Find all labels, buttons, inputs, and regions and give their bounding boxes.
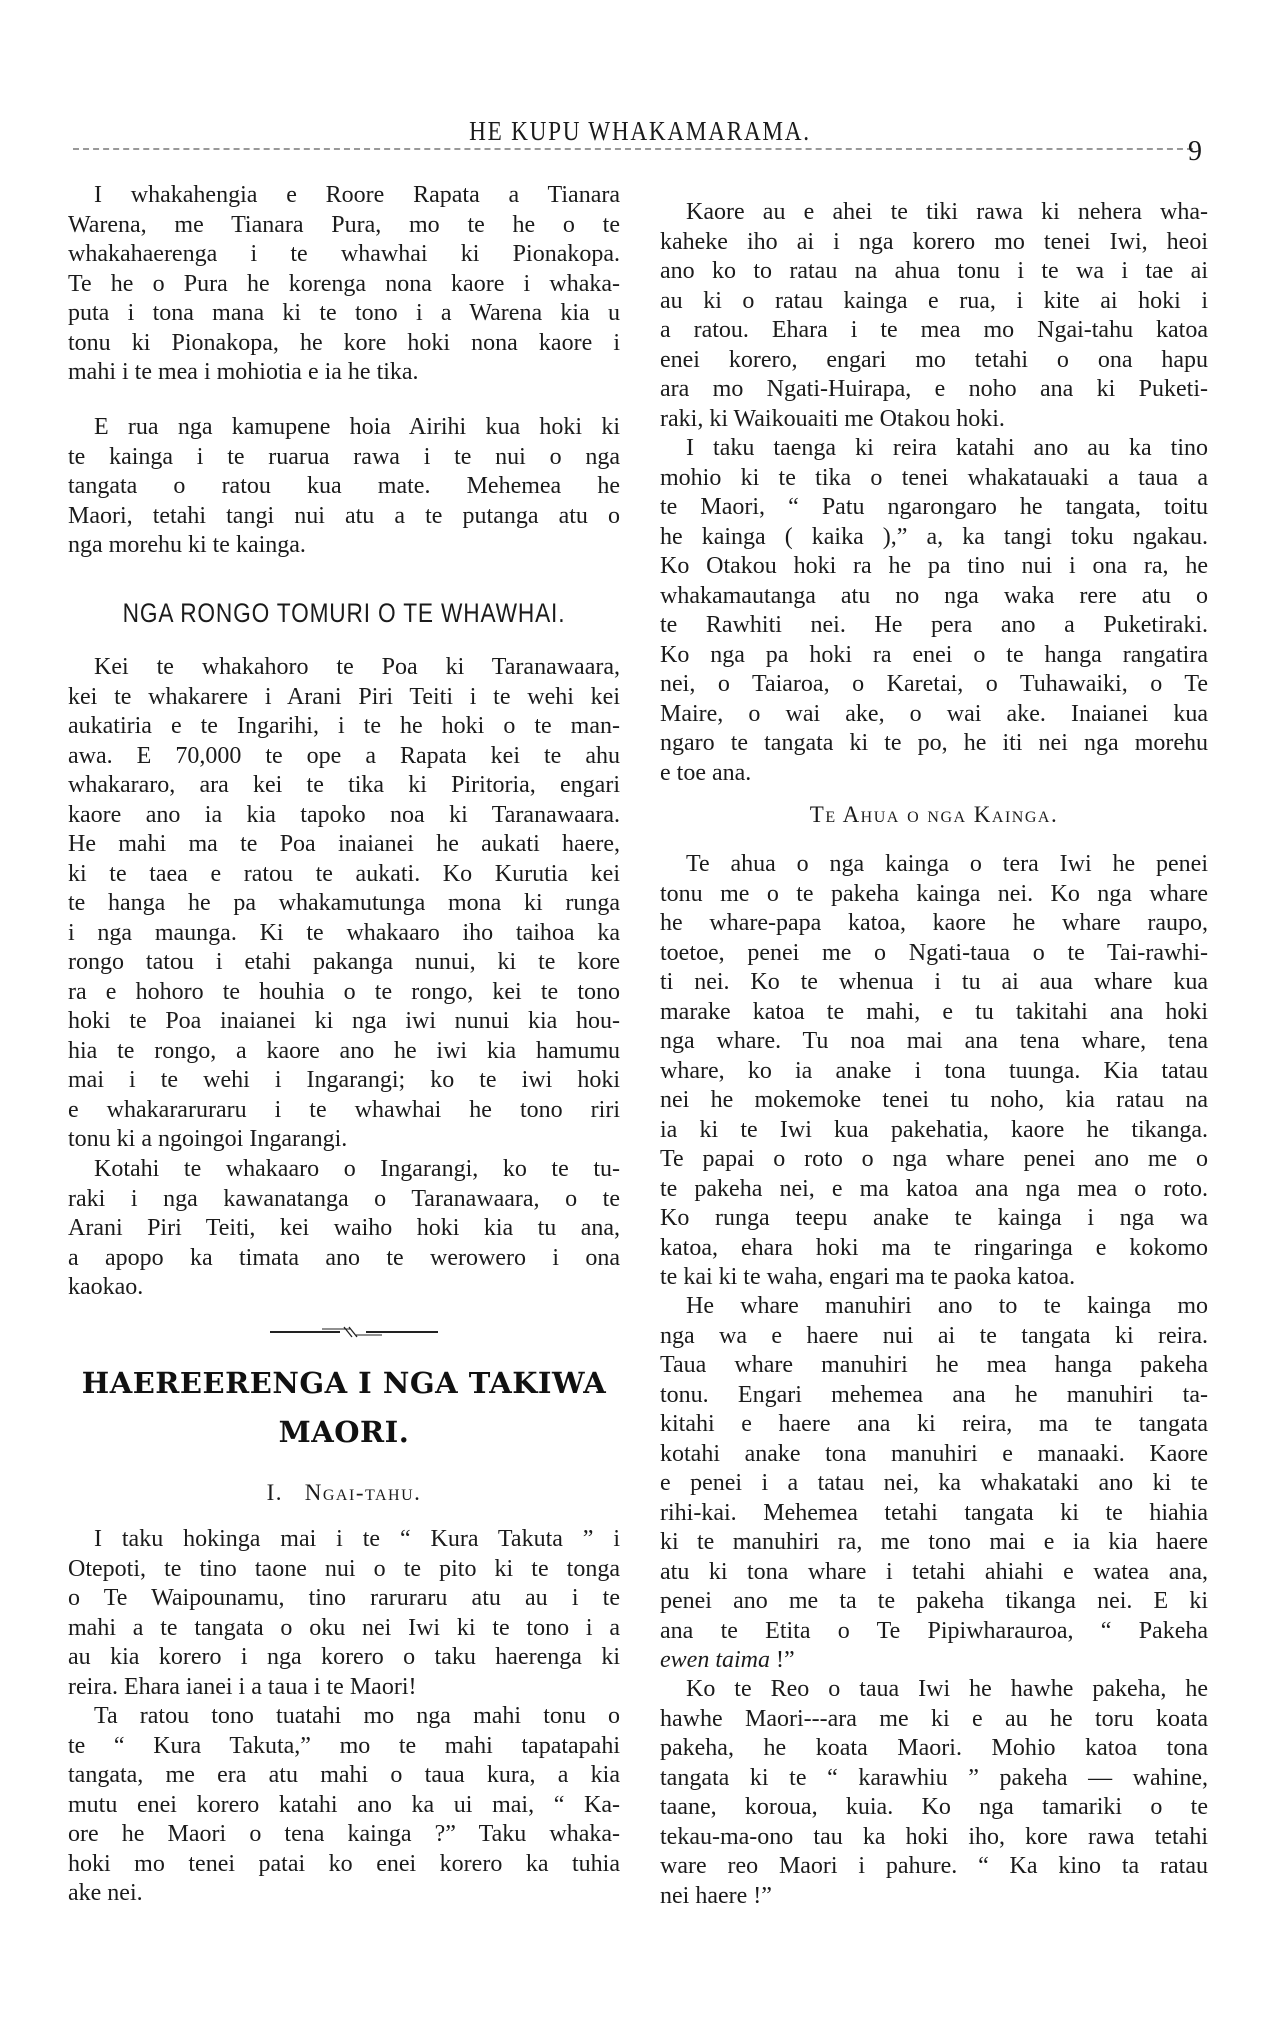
text-line: whakararo, ara kei te tika ki Piritoria, engari — [68, 772, 620, 798]
text-line: whakahaerenga i te whawhai ki Pionakopa. — [68, 241, 620, 267]
italic-phrase: ewen taima — [660, 1647, 770, 1673]
text-line: nei, o Taiaroa, o Karetai, o Tuhawaiki, o Te — [660, 671, 1208, 697]
text-line: atu ki tona whare i tetahi ahiahi e watea ana, — [660, 1558, 1208, 1585]
page-number: 9 — [1188, 136, 1202, 167]
text-line: mutu enei korero katahi ano ka ui mai, “ Ka- — [68, 1791, 620, 1818]
heading-travels-line1: HAEREERENGA I NGA TAKIWA — [81, 1366, 607, 1400]
text-line: nga whare. Tu noa mai ana tena whare, tena — [660, 1028, 1208, 1054]
text-line: nei haere !” — [660, 1882, 772, 1909]
text-line: awa. E 70,000 te ope a Rapata kei te ahu — [68, 742, 620, 769]
text-line: hawhe Maori---ara me ki e au he toru koata — [660, 1705, 1208, 1732]
text-line: rongo tatou i etahi pakanga nunui, ki te kore — [68, 949, 620, 975]
text-line: whare, ko ia anake i tona tuunga. Kia tatau — [660, 1057, 1208, 1084]
text-line: e penei i a tatau nei, ka whakataki ano ki te — [660, 1470, 1208, 1496]
text-line: tonu ki Pionakopa, he kore hoki nona kaore i — [68, 329, 620, 356]
text-line: te pakeha nei, e ma katoa ana nga mea o roto. — [660, 1175, 1208, 1202]
text-line: kitahi e haere ana ki reira, ma te tangata — [660, 1411, 1208, 1437]
text-line: tekau-ma-ono tau ka hoki iho, kore rawa tetahi — [660, 1823, 1208, 1850]
text-line: He whare manuhiri ano to te kainga mo — [686, 1293, 1208, 1319]
text-line: taane, koroua, kuia. Ko nga tamariki o te — [660, 1794, 1208, 1820]
text-line: kaokao. — [68, 1274, 144, 1300]
text-line: au kia korero i nga korero o taku haerenga ki — [68, 1644, 620, 1670]
text-line: ana te Etita o Te Pipiwharauroa, “ Pakeha — [660, 1617, 1208, 1644]
text-line: Ko Otakou hoki ra he pa tino nui i ona ra, he — [660, 553, 1208, 579]
text-line: ki te manuhiri ra, me tono mai e ia kia haere — [660, 1529, 1208, 1555]
text-line: tangata ki te “ karawhiu ” pakeha — wahine, — [660, 1764, 1208, 1791]
text-line: i nga maunga. Ki te whakaaro iho taihoa ka — [68, 919, 620, 946]
text-line: Taua whare manuhiri he mea hanga pakeha — [660, 1352, 1208, 1378]
text-line: puta i tona mana ki te tono i a Warena kia u — [68, 300, 620, 326]
text-line: ara mo Ngati-Huirapa, e noho ana ki Puketi- — [660, 376, 1208, 402]
text-line: ware reo Maori i pahure. “ Ka kino ta ratau — [660, 1853, 1208, 1879]
text-line: Arani Piri Teiti, kei waiho hoki kia tu ana, — [68, 1215, 620, 1241]
text-line: tangata o ratou kua mate. Mehemea he — [68, 473, 620, 499]
paragraph-irish-companies — [68, 413, 620, 561]
paragraph-guest-house — [660, 1292, 1208, 1646]
text-line: Kaore au e ahei te tiki rawa ki nehera wha- — [686, 199, 1208, 225]
text-line: mohio ki te tika o tenei whakatauaki a taua a — [660, 464, 1208, 491]
text-line: hoki te Poa inaianei ki nga iwi nunui kia hou- — [68, 1008, 620, 1034]
paragraph-roberts-criticism — [68, 181, 620, 388]
heading-state-of-homes: Te Ahua o nga Kainga. — [809, 802, 1059, 827]
text-line: rihi-kai. Mehemea tetahi tangata ki te hiahia — [660, 1499, 1208, 1526]
text-line: kaheke iho ai i nga korero mo tenei Iwi, heoi — [660, 228, 1208, 255]
text-line: kei te whakarere i Arani Piri Teiti i te wehi kei — [68, 683, 620, 710]
text-line: nga morehu ki te kainga. — [68, 532, 306, 558]
text-line: I taku hokinga mai i te “ Kura Takuta ” i — [94, 1526, 620, 1552]
text-line: a apopo ka timata ano te werowero i ona — [68, 1244, 620, 1271]
text-line: he whare-papa katoa, kaore he whare raupo, — [660, 910, 1208, 936]
text-line: raki i nga kawanatanga o Taranawaara, o te — [68, 1185, 620, 1212]
paragraph-houses — [660, 850, 1208, 1293]
text-line: ti nei. Ko te whenua i tu ai aua whare kua — [660, 969, 1208, 995]
text-line: Ko nga pa hoki ra enei o te hanga rangatira — [660, 641, 1208, 668]
heading-war-news: NGA RONGO TOMURI O TE WHAWHAI. — [122, 598, 566, 628]
text-line: ra e hohoro te houhia o te rongo, kei te tono — [68, 978, 620, 1005]
heading-travels-line2: MAORI. — [278, 1415, 410, 1449]
text-line: Kei te whakahoro te Poa ki Taranawaara, — [94, 654, 620, 680]
text-line: Maori, tetahi tangi nui atu a te putanga atu o — [68, 502, 620, 529]
text-line: e toe ana. — [660, 759, 752, 786]
text-line: marake katoa te mahi, e tu takitahi ana hoki — [660, 998, 1208, 1025]
text-line: mai i te wehi i Ingarangi; ko te iwi hoki — [68, 1067, 620, 1093]
text-line: ore he Maori o tena kainga ?” Taku whaka- — [68, 1821, 620, 1847]
text-line: he kainga ( kaika ),” a, ka tangi toku ngakau. — [660, 523, 1208, 550]
text-line: nga wa e haere nui ai te tangata ki reira. — [660, 1322, 1208, 1349]
text-line: te “ Kura Takuta,” mo te mahi tapatapahi — [68, 1732, 620, 1759]
text-line: ano ko to ratau na ahua tonu i te wa i tae ai — [660, 258, 1208, 284]
text-line: Te papai o roto o nga whare penei ano me o — [660, 1146, 1208, 1172]
text-line: ia ki te Iwi kua pakehatia, kaore he tikanga. — [660, 1116, 1208, 1143]
text-line: Maire, o wai ake, o wai ake. Inaianei kua — [660, 700, 1208, 727]
text-line: nei he mokemoke tenei tu noho, kia ratau na — [660, 1087, 1208, 1113]
text-line: ake nei. — [68, 1880, 143, 1906]
running-header-title: HE KUPU WHAKAMARAMA. — [469, 116, 811, 146]
text-line: penei ano me ta te pakeha tikanga nei. E ki — [660, 1588, 1208, 1614]
paragraph-ngati-huirapa — [660, 198, 1208, 434]
text-line: tangata, me era atu mahi o taua kura, a kia — [68, 1762, 620, 1788]
text-line: te hanga he pa whakamutunga mona ki runga — [68, 890, 620, 916]
paragraph-otakou-proverb — [660, 434, 1208, 788]
text-line: mahi i te mea i mohiotia e ia he tika. — [68, 359, 419, 385]
paragraph-guest-house-closing — [660, 1646, 1208, 1676]
text-line: a ratou. Ehara i te mea mo Ngai-tahu katoa — [660, 317, 1208, 343]
paragraph-kura-takuta-return — [68, 1525, 620, 1702]
text-line: Ko te Reo o taua Iwi he hawhe pakeha, he — [686, 1676, 1208, 1702]
text-line: whakamautanga atu no nga waka rere atu o — [660, 582, 1208, 609]
text-line: reira. Ehara ianei i a taua i te Maori! — [68, 1673, 417, 1700]
text-line: kotahi anake tona manuhiri e manaaki. Kaore — [660, 1440, 1208, 1467]
text-line: te kai ki te waha, engari ma te paoka katoa. — [660, 1264, 1076, 1290]
text-line: te Rawhiti nei. He pera ano a Puketiraki. — [660, 612, 1208, 638]
text-line: te kainga i te ruarua rawa i te nui o nga — [68, 443, 620, 470]
text-line: kaore ano ia kia tapoko noa ki Taranawaara. — [68, 801, 620, 828]
paragraph-language — [660, 1675, 1208, 1911]
text-line: tonu ki a ngoingoi Ingarangi. — [68, 1126, 348, 1152]
text-line: Kotahi te whakaaro o Ingarangi, ko te tu- — [94, 1156, 620, 1182]
text-line: Te ahua o nga kainga o tera Iwi he penei — [686, 851, 1208, 877]
text-line: tonu me o te pakeha kainga nei. Ko nga whare — [660, 880, 1208, 907]
text-line: e whakararuraru i te whawhai he tono riri — [68, 1096, 620, 1123]
text-line: E rua nga kamupene hoia Airihi kua hoki ki — [94, 414, 620, 440]
text-line: Ta ratou tono tuatahi mo nga mahi tonu o — [94, 1703, 620, 1729]
subheading-ngai-tahu: I. Ngai-tahu. — [266, 1480, 422, 1505]
text-line: raki, ki Waikouaiti me Otakou hoki. — [660, 405, 1005, 432]
text-line: toetoe, penei me o Ngati-taua o te Tai-rawhi- — [660, 939, 1208, 966]
text-line: He mahi ma te Poa inaianei he aukati haere, — [68, 831, 620, 857]
header-rule — [73, 148, 1193, 150]
text-line: I whakahengia e Roore Rapata a Tianara — [94, 182, 620, 208]
text-line: Ko runga teepu anake te kainga i nga wa — [660, 1205, 1208, 1231]
text-line: aukatiria e te Ingarihi, i te he hoki o te man- — [68, 713, 620, 739]
text-line: Te he o Pura he korenga nona kaore i whaka- — [68, 270, 620, 297]
text-line: au ki o ratau kainga e rua, i kite ai hoki i — [660, 287, 1208, 314]
text-line: Otepoti, te tino taone nui o te pito ki te tonga — [68, 1555, 620, 1582]
text-line: hia te rongo, a kaore ano he iwi kia hamumu — [68, 1037, 620, 1064]
paragraph-boer-news — [68, 653, 620, 1155]
text-line: o Te Waipounamu, tino raruraru atu au i te — [68, 1585, 620, 1611]
text-line: I taku taenga ki reira katahi ano au ka tino — [686, 435, 1208, 461]
text-line: tonu. Engari mehemea ana he manuhiri ta- — [660, 1381, 1208, 1408]
text-line: ngaro te tangata ki te po, he iti nei nga morehu — [660, 730, 1208, 756]
text-line: pakeha, he koata Maori. Mohio katoa tona — [660, 1735, 1208, 1761]
section-divider-ornament — [270, 1324, 438, 1340]
text-line: mahi a te tangata o oku nei Iwi ki te tono i a — [68, 1614, 620, 1641]
text-line: ki te taea e ratou te aukati. Ko Kurutia kei — [68, 860, 620, 887]
text-line: Warena, me Tianara Pura, mo te he o te — [68, 211, 620, 238]
text-line: te Maori, “ Patu ngarongaro he tangata, toitu — [660, 494, 1208, 520]
text-line: hoki mo tenei patai ko enei korero ka tuhia — [68, 1850, 620, 1877]
closing-quote: !” — [769, 1647, 795, 1673]
paragraph-first-request — [68, 1702, 620, 1909]
text-line: katoa, ehara hoki ma te ringaringa e kokomo — [660, 1234, 1208, 1261]
paragraph-england-intent — [68, 1155, 620, 1303]
text-line: enei korero, engari mo tetahi o ona hapu — [660, 346, 1208, 373]
